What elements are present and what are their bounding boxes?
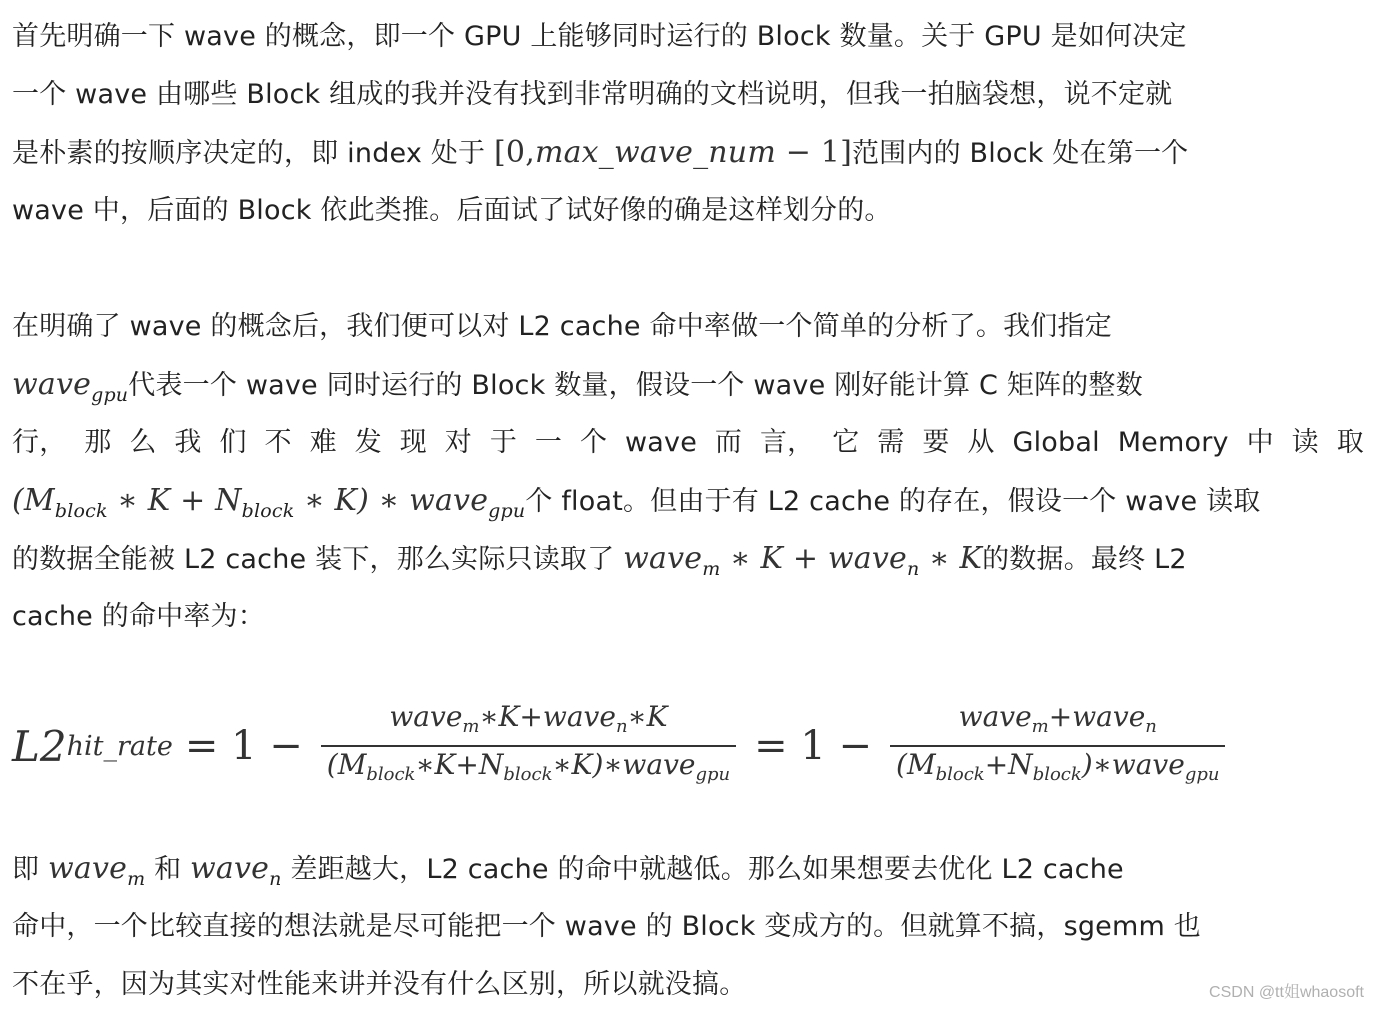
justified-word: 个 — [579, 427, 608, 458]
formula-lhs: L2 — [12, 721, 67, 771]
justified-word: 中 — [1246, 427, 1274, 458]
math-expression: ∗ K) ∗ wave — [294, 483, 489, 518]
text-segment: 代表一个 wave 同时运行的 Block 数量，假设一个 wave 刚好能计算 C 矩阵的整数 — [128, 370, 1143, 401]
math-variable: max_wave_num — [534, 135, 776, 170]
paragraph-2-line-2 — [12, 356, 1364, 414]
justified-word: 行， — [12, 427, 67, 458]
fraction-denominator: $(M_{block}+N_{block})∗wave_{gpu}$ — [896, 748, 1220, 785]
formula-equals-one-minus: = 1 − — [184, 723, 303, 769]
math-subscript: block — [241, 500, 295, 522]
paragraph-2-line-6: cache 的命中率为： — [12, 601, 265, 632]
csdn-watermark: CSDN @tt姐whaosoft — [1209, 984, 1364, 1001]
math-expression: wave — [623, 541, 703, 576]
justified-word: 不 — [264, 427, 292, 458]
math-expression: (M — [12, 483, 55, 518]
justified-word: 难 — [309, 427, 337, 458]
math-bracket-close: − 1] — [775, 135, 852, 170]
justified-word: 发 — [354, 427, 382, 458]
text-segment: 个 float。但由于有 L2 cache 的存在，假设一个 wave 读取 — [525, 486, 1261, 517]
paragraph-2-line-4 — [12, 472, 1364, 530]
paragraph-1-line-2: 一个 wave 由哪些 Block 组成的我并没有找到非常明确的文档说明，但我一拍脑袋想，说不定就 — [12, 79, 1173, 110]
justified-word: 要 — [922, 427, 950, 458]
math-subscript: m — [702, 558, 721, 580]
paragraph-3-line-1 — [12, 840, 1364, 898]
justified-word: 于 — [489, 427, 518, 458]
math-subscript: gpu — [91, 384, 129, 406]
justified-word: 对 — [444, 427, 472, 458]
fraction-numerator: wave$_m$∗K+wave$_n$∗K — [389, 700, 668, 737]
justified-word: Global — [1012, 427, 1100, 458]
math-expression: ∗ K — [919, 541, 983, 576]
math-bracket-open: [0, — [494, 135, 535, 170]
formula-fraction-2 — [890, 699, 1225, 793]
formula-fraction-1 — [321, 699, 736, 793]
math-subscript: n — [269, 868, 282, 890]
math-expression: ∗ K + N — [107, 483, 242, 518]
formula-equals-one-minus: = 1 − — [754, 723, 873, 769]
justified-word: 我 — [174, 427, 202, 458]
display-formula — [12, 700, 1364, 792]
formula-lhs-subscript: hit_rate — [66, 730, 173, 762]
justified-word: 取 — [1336, 427, 1364, 458]
justified-word: 从 — [967, 427, 995, 458]
paragraph-3-line-3: 不在乎，因为其实对性能来讲并没有什么区别，所以就没搞。 — [12, 969, 747, 1000]
math-variable: wave — [12, 367, 92, 402]
justified-word: 一 — [534, 427, 563, 458]
paragraph-1-line-1: 首先明确一下 wave 的概念，即一个 GPU 上能够同时运行的 Block 数量。关于 GPU 是如何决定 — [12, 21, 1187, 52]
text-segment: 范围内的 Block 处在第一个 — [851, 138, 1189, 169]
justified-word: Memory — [1117, 427, 1229, 458]
justified-word: wave — [625, 427, 698, 458]
justified-word: 们 — [219, 427, 247, 458]
text-segment: 的数据全能被 L2 cache 装下，那么实际只读取了 — [12, 544, 624, 575]
fraction-denominator: $(M_{block}∗K+N_{block}∗K)∗wave_{gpu}$ — [326, 748, 731, 785]
text-segment: 的数据。最终 L2 — [982, 544, 1187, 575]
text-segment: 即 — [12, 854, 48, 885]
text-segment: 和 — [145, 854, 191, 885]
math-subscript: n — [906, 558, 920, 580]
math-variable: wave — [190, 851, 270, 886]
text-segment: 是朴素的按顺序决定的，即 index 处于 — [12, 138, 495, 169]
justified-word: 读 — [1291, 427, 1319, 458]
paragraph-2-line-3 — [12, 414, 1364, 472]
paragraph-2-line-5 — [12, 530, 1364, 588]
paragraph-2-line-1: 在明确了 wave 的概念后，我们便可以对 L2 cache 命中率做一个简单的分析了。我们指定 — [12, 311, 1112, 342]
justified-word: 现 — [399, 427, 427, 458]
justified-word: 言， — [759, 427, 815, 458]
math-subscript: m — [127, 868, 146, 890]
paragraph-1-line-3 — [12, 124, 1364, 182]
math-expression: ∗ K + wave — [720, 541, 907, 576]
justified-word: 它 — [832, 427, 860, 458]
math-subscript: block — [54, 500, 108, 522]
math-variable: wave — [47, 851, 128, 886]
math-subscript: gpu — [488, 500, 526, 522]
paragraph-3-line-2: 命中，一个比较直接的想法就是尽可能把一个 wave 的 Block 变成方的。但就算不搞，sgemm 也 — [12, 911, 1201, 942]
fraction-numerator: wave$_m$+wave$_n$ — [958, 700, 1157, 737]
justified-word: 而 — [714, 427, 743, 458]
justified-word: 么 — [129, 427, 157, 458]
paragraph-1-line-4: wave 中，后面的 Block 依此类推。后面试了试好像的确是这样划分的。 — [12, 195, 892, 226]
justified-word: 需 — [877, 427, 905, 458]
justified-word: 那 — [84, 427, 112, 458]
text-segment: 差距越大，L2 cache 的命中就越低。那么如果想要去优化 L2 cache — [281, 854, 1124, 885]
